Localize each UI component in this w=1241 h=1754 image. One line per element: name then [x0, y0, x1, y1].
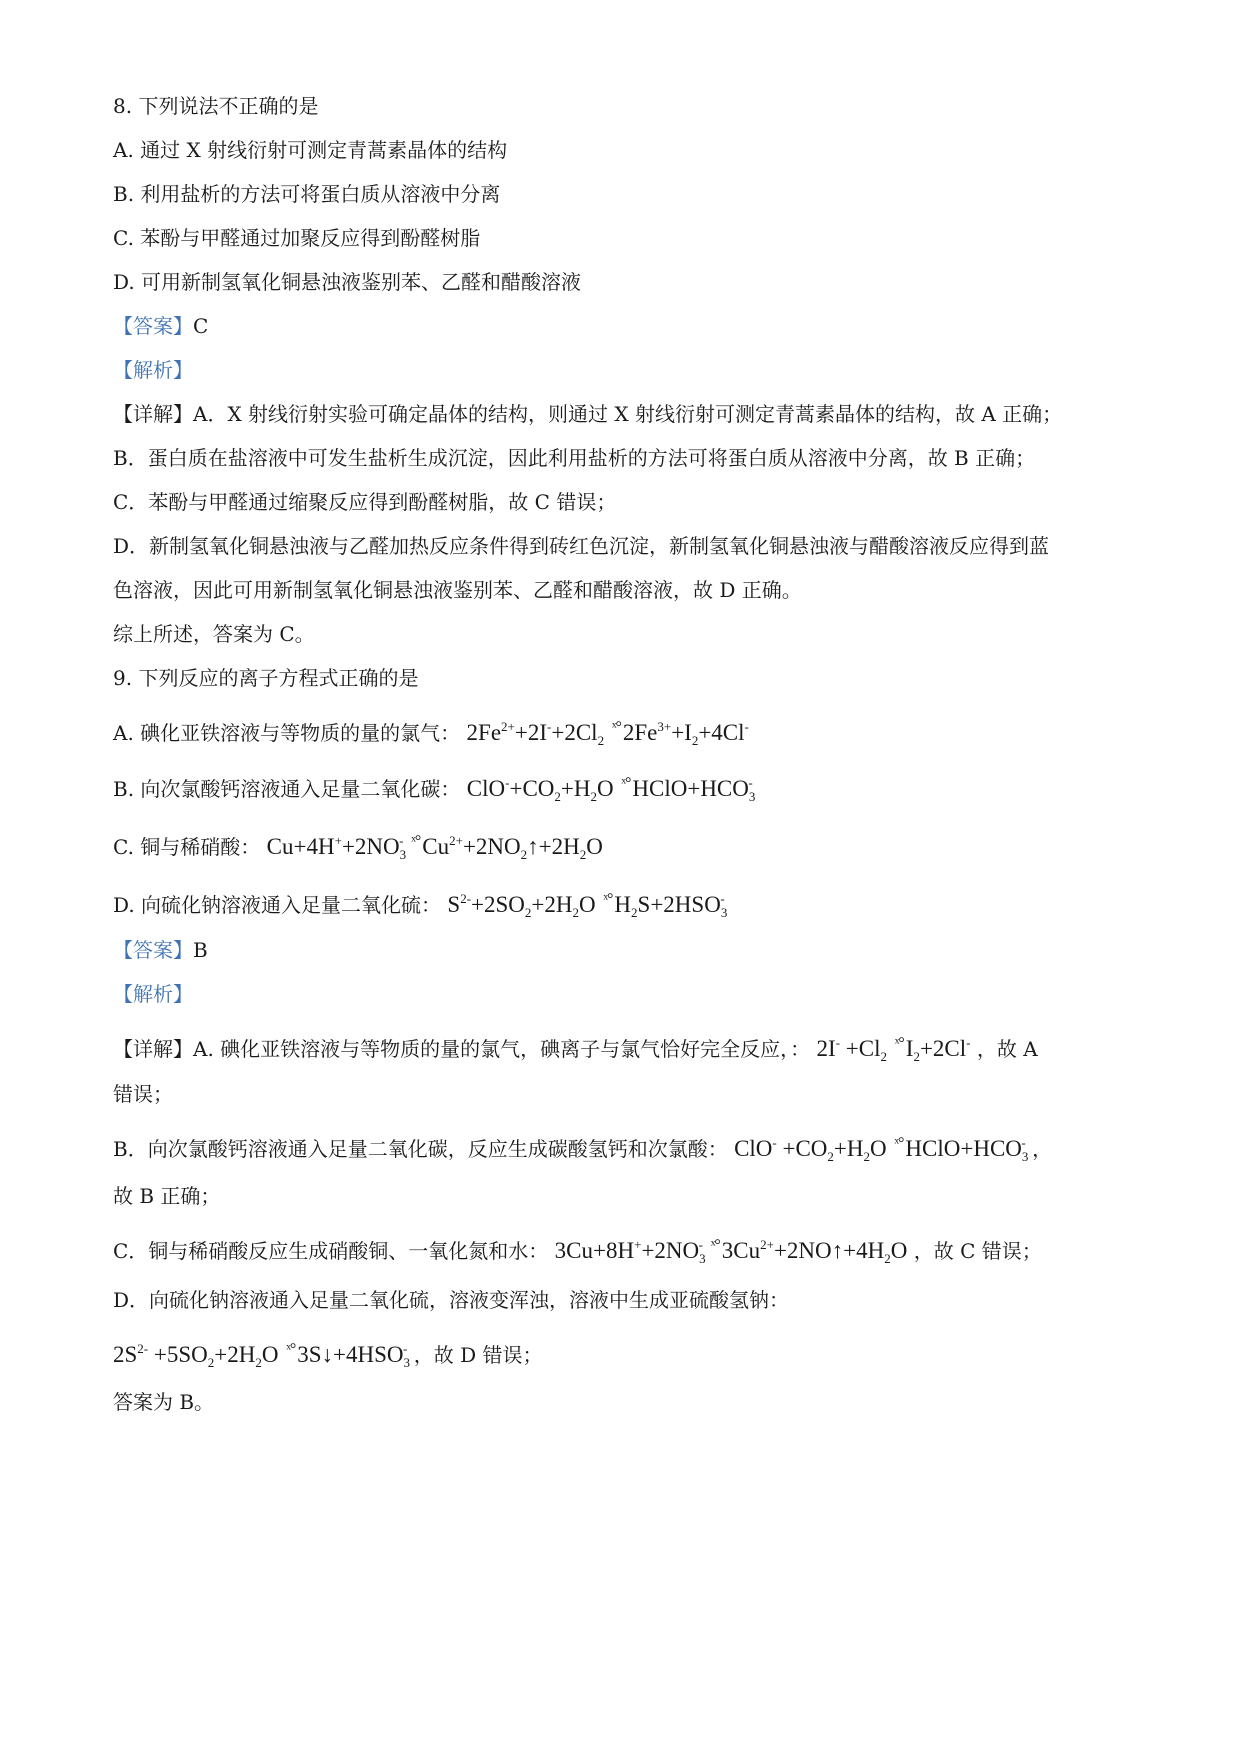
q8-option-c: C. 苯酚与甲醛通过加聚反应得到酚醛树脂: [113, 226, 481, 250]
equation-detail-c: $3Cu+8H^++2NO_3^-$ $ˣ^\circ 3Cu^{2+}+2NO↑+4H_2O$: [555, 1238, 908, 1263]
equation-b: $ClO^-+CO_2+H_2O$ $ˣ^\circ HClO+HCO_3^-$: [467, 776, 753, 801]
equation-detail-d: $2S^{2-} +5SO_2+2H_2O$ $ˣ^\circ 3S↓+4HSO_3^-$: [113, 1342, 407, 1367]
q9-detail-a-tail: ，故 A: [976, 1037, 1038, 1061]
answer-value: C: [193, 314, 209, 338]
q9-detail-a: [113, 1030, 1181, 1063]
equation-detail-b: $ClO^- +CO_2+H_2O$ $ˣ^\circ HClO+HCO_3^-$: [734, 1136, 1026, 1161]
q9-option-c: [113, 828, 1181, 861]
q9-option-c-text: C. 铜与稀硝酸：: [113, 835, 261, 859]
q9-option-a-text: A. 碘化亚铁溶液与等物质的量的氯气：: [113, 721, 461, 745]
equation-d: $S^{2-}+2SO_2+2H_2O$ $ˣ^\circ H_2S+2HSO_3^-$: [447, 892, 724, 917]
q9-detail-a-cont: 错误；: [113, 1082, 173, 1106]
analysis-tag: 【解析】: [113, 982, 193, 1006]
q8-detail-2: B．蛋白质在盐溶液中可发生盐析生成沉淀，因此利用盐析的方法可将蛋白质从溶液中分离，故 B 正确；: [113, 446, 1036, 470]
equation-a: $2Fe^{2+}+2I^-+2Cl_2$ $ˣ^\circ 2Fe^{3+}+I_2+4Cl^-$: [467, 720, 749, 745]
answer-value: B: [193, 938, 208, 962]
q8-option-d: D. 可用新制氢氧化铜悬浊液鉴别苯、乙醛和醋酸溶液: [113, 270, 582, 294]
equilibrium-mark-icon: ˣ°: [611, 719, 621, 736]
q8-summary: 综上所述，答案为 C。: [113, 622, 315, 646]
q8-detail-5: 色溶液，因此可用新制氢氧化铜悬浊液鉴别苯、乙醛和醋酸溶液，故 D 正确。: [113, 578, 802, 602]
q9-option-b-text: B. 向次氯酸钙溶液通入足量二氧化碳：: [113, 777, 461, 801]
equilibrium-mark-icon: ˣ°: [603, 891, 613, 908]
q9-detail-b: [113, 1130, 1181, 1163]
answer-tag: 【答案】: [113, 938, 193, 962]
q9-option-d-text: D. 向硫化钠溶液通入足量二氧化硫：: [113, 893, 442, 917]
analysis-tag: 【解析】: [113, 358, 193, 382]
q9-detail-d-tail: ，故 D 错误；: [413, 1343, 543, 1367]
q9-detail-c: [113, 1232, 1181, 1265]
q9-stem: 9. 下列反应的离子方程式正确的是: [113, 666, 419, 690]
equilibrium-mark-icon: ˣ°: [286, 1341, 296, 1358]
q8-answer: [113, 312, 1181, 340]
equilibrium-mark-icon: ˣ°: [411, 833, 421, 850]
q8-detail-3: C．苯酚与甲醛通过缩聚反应得到酚醛树脂，故 C 错误；: [113, 490, 617, 514]
q9-detail-a-text: 【详解】A. 碘化亚铁溶液与等物质的量的氯气，碘离子与氯气恰好完全反应，：: [113, 1037, 811, 1061]
q9-detail-c-text: C．铜与稀硝酸反应生成硝酸铜、一氧化氮和水：: [113, 1239, 549, 1263]
q8-option-a: A. 通过 X 射线衍射可测定青蒿素晶体的结构: [113, 138, 508, 162]
q8-detail-1: 【详解】A．X 射线衍射实验可确定晶体的结构，则通过 X 射线衍射可测定青蒿素晶体的结构，故 A 正确；: [113, 402, 1063, 426]
equilibrium-mark-icon: ˣ°: [710, 1237, 720, 1254]
equilibrium-mark-icon: ˣ°: [894, 1135, 904, 1152]
q9-analysis-tag: [113, 980, 1181, 1008]
q9-option-a: [113, 714, 1181, 747]
q9-detail-d-eq-line: [113, 1336, 1181, 1369]
equilibrium-mark-icon: ˣ°: [621, 775, 631, 792]
q9-option-d: [113, 886, 1181, 919]
q9-answer: [113, 936, 1181, 964]
answer-tag: 【答案】: [113, 314, 193, 338]
q9-summary: 答案为 B。: [113, 1390, 215, 1414]
equation-c: $Cu+4H^++2NO_3^-$ $ˣ^\circ Cu^{2+}+2NO_2↑+2H_2O$: [267, 834, 603, 859]
q8-analysis-tag: [113, 356, 1181, 384]
q8-detail-4: D．新制氢氧化铜悬浊液与乙醛加热反应条件得到砖红色沉淀，新制氢氧化铜悬浊液与醋酸溶液反应得到蓝: [113, 534, 1050, 558]
q9-detail-b-cont: 故 B 正确；: [113, 1184, 221, 1208]
q9-detail-b-text: B．向次氯酸钙溶液通入足量二氧化碳，反应生成碳酸氢钙和次氯酸：: [113, 1137, 728, 1161]
q9-detail-d: D．向硫化钠溶液通入足量二氧化硫，溶液变浑浊，溶液中生成亚硫酸氢钠：: [113, 1288, 790, 1312]
equilibrium-mark-icon: ˣ°: [894, 1035, 904, 1052]
q9-detail-c-tail: ，故 C 错误；: [913, 1239, 1042, 1263]
equation-detail-a: $2I^- +Cl_2$ $ˣ^\circ I_2+2Cl^-$: [817, 1036, 971, 1061]
q8-option-b: B. 利用盐析的方法可将蛋白质从溶液中分离: [113, 182, 501, 206]
q9-detail-b-tail: ，: [1032, 1137, 1053, 1161]
q8-stem: 8. 下列说法不正确的是: [113, 94, 319, 118]
q9-option-b: [113, 770, 1181, 803]
